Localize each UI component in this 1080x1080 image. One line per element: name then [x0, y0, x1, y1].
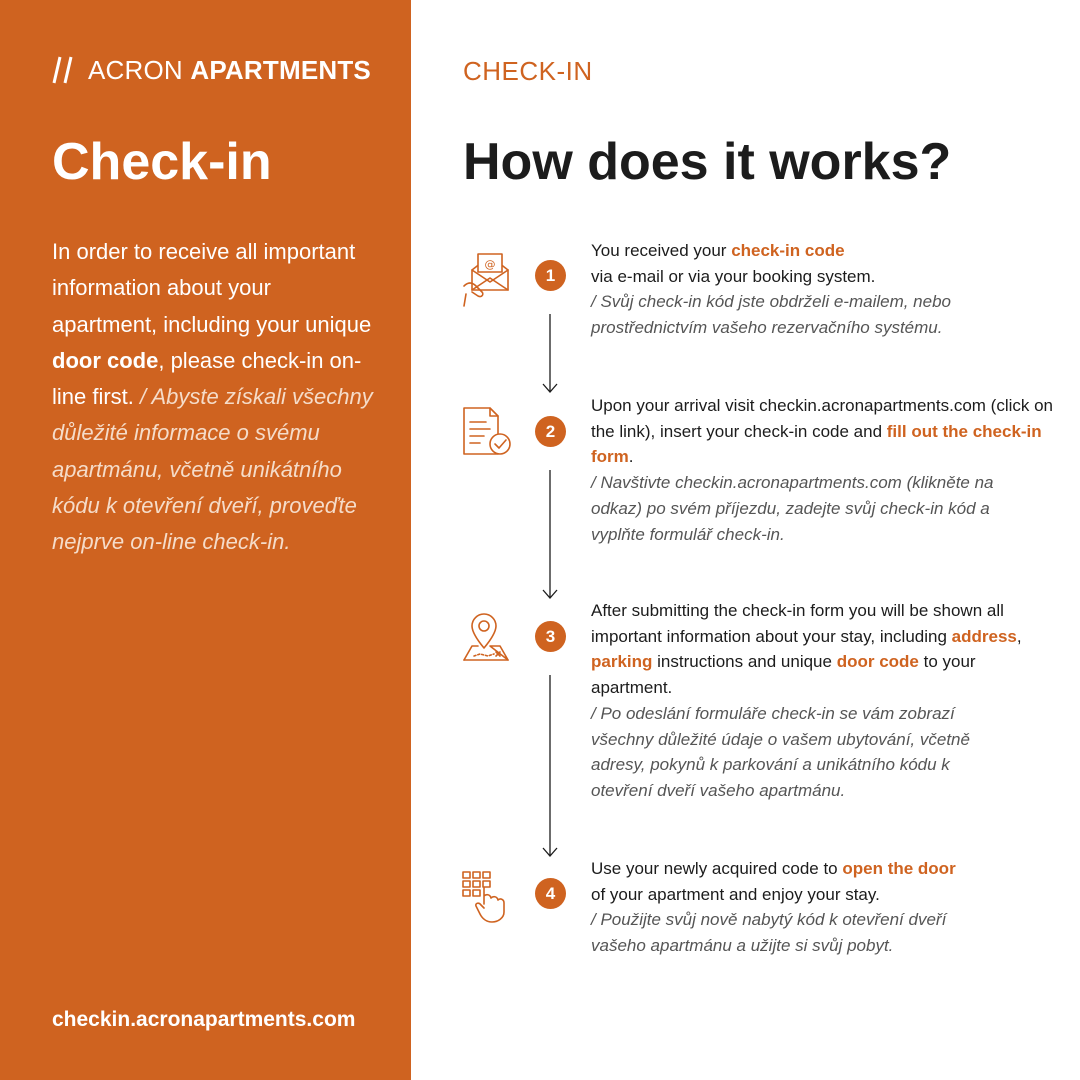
step-4-badge: 4: [535, 878, 566, 909]
brand-name-light: ACRON: [88, 54, 183, 85]
svg-text:@: @: [484, 258, 496, 271]
step-2-en-2: .: [628, 447, 634, 467]
section-label: CHECK-IN: [463, 56, 593, 86]
step-4-highlight: open the door: [842, 859, 956, 878]
step-1-badge: 1: [535, 260, 566, 291]
step-1-highlight: check-in code: [731, 241, 845, 260]
step-4-text: [591, 856, 1061, 959]
intro-text: [52, 234, 382, 561]
left-panel: [0, 0, 411, 1080]
arrow-down-icon: [541, 675, 559, 858]
step-1-en-1: You received your: [591, 241, 732, 260]
mail-in-hand-icon: [460, 246, 514, 308]
footer-url[interactable]: checkin.acronapartments.com: [52, 1008, 356, 1031]
step-2-en-1: Upon your arrival visit checkin.acronapartments.com (click on the link), insert your check-in code and: [591, 396, 1054, 441]
step-3-en-1: After submitting the check-in form you will be shown all important information about your stay, including: [591, 601, 1004, 646]
keypad-hand-icon: [460, 868, 514, 930]
form-check-icon: [460, 402, 514, 464]
step-4-en-2: of your apartment and enjoy your stay.: [591, 884, 880, 904]
step-1-text: [591, 238, 1061, 341]
step-3-badge: 3: [535, 621, 566, 652]
step-3-highlight-door-code: door code: [836, 652, 919, 672]
step-4-en-1: Use your newly acquired code to: [591, 859, 843, 878]
step-3-en-2: instructions and unique: [652, 652, 837, 672]
step-3-highlight-parking: parking: [591, 652, 653, 672]
step-3-text: [591, 598, 1061, 804]
brand-name-bold: APARTMENTS: [190, 54, 371, 85]
arrow-down-icon: [541, 470, 559, 600]
page-title: How does it works?: [463, 133, 952, 191]
step-2-text: [591, 393, 1061, 547]
intro-en-bold: door code: [52, 347, 159, 373]
step-4-cz: / Použijte svůj nově nabytý kód k otevření dveří vašeho apartmánu a užijte si svůj pobyt.: [591, 910, 947, 956]
intro-en-2: , please check-in on-line first.: [52, 347, 362, 410]
brand-logo: [52, 54, 371, 86]
step-3-separator: ,: [1016, 626, 1022, 646]
step-2-highlight: fill out the check-in form: [591, 421, 1042, 467]
intro-cz: / Abyste získali všechny důležité informace o svému apartmánu, včetně unikátního kódu k otevření dveří, proveďte nejprve on-line check-in.: [52, 384, 373, 555]
step-2-badge: 2: [535, 416, 566, 447]
step-1-en-2: via e-mail or via your booking system.: [591, 266, 876, 286]
brand-name: [88, 55, 371, 86]
step-3-cz: / Po odeslání formuláře check-in se vám zobrazí všechny důležité údaje o vašem ubytování, včetně adresy, pokynů k parkování a unikátního kódu k otevření dveří vašeho apartmánu.: [591, 703, 970, 800]
step-1-cz: / Svůj check-in kód jste obdrželi e-mailem, nebo prostřednictvím vašeho rezervačního systému.: [591, 292, 951, 338]
map-pin-icon: [460, 610, 514, 672]
step-3-en-3: to your apartment.: [591, 652, 976, 698]
left-title: Check-in: [52, 133, 272, 191]
arrow-down-icon: [541, 314, 559, 394]
brand-slashes-icon: [52, 54, 76, 86]
step-2-cz: / Navštivte checkin.acronapartments.com (klikněte na odkaz) po svém příjezdu, zadejte svůj check-in kód a vyplňte formulář check-in.: [591, 473, 994, 544]
step-3-highlight-address: address: [951, 626, 1017, 646]
intro-en-1: In order to receive all important information about your apartment, including your unique: [52, 239, 372, 337]
